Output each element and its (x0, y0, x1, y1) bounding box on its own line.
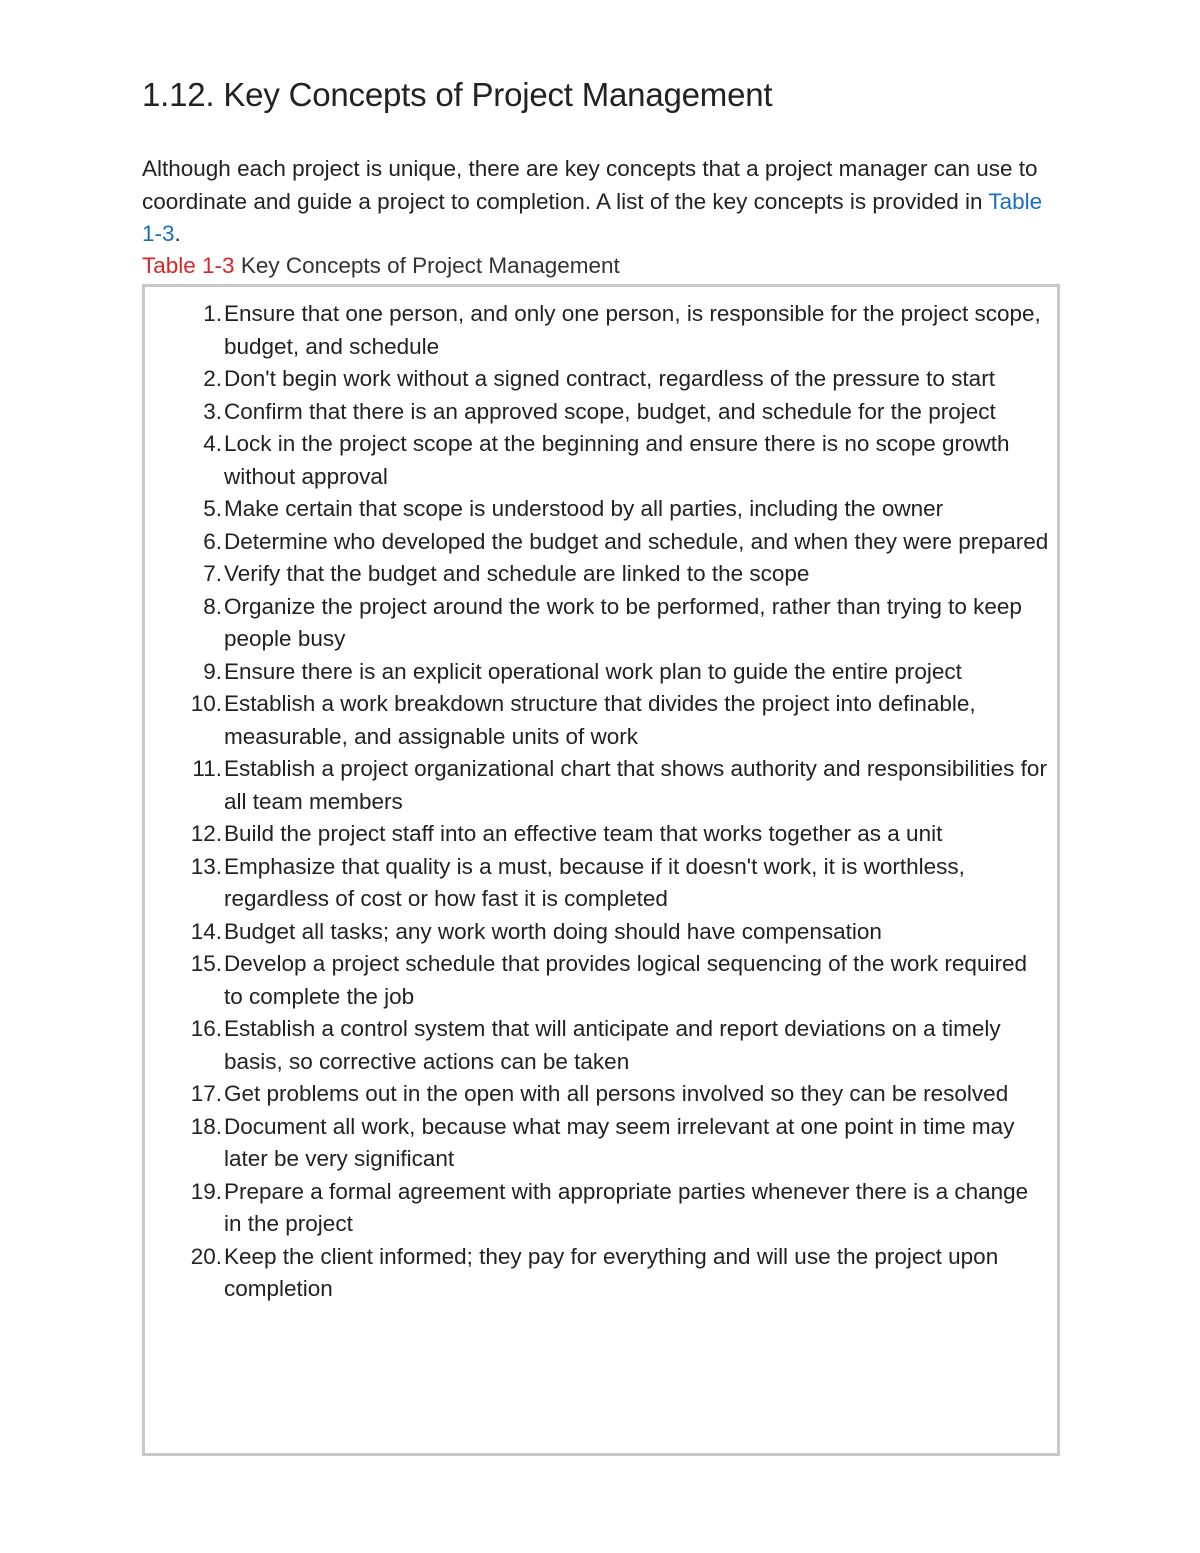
item-number: 7. (203, 561, 222, 586)
item-text: Determine who developed the budget and schedule, and when they were prepared (224, 528, 1049, 554)
item-text: Make certain that scope is understood by all parties, including the owner (224, 496, 944, 521)
item-text: Confirm that there is an approved scope, budget, and schedule for the project (224, 398, 996, 424)
list-item (145, 526, 1057, 559)
table-caption-label: Table 1-3 (142, 253, 235, 278)
item-number: 19. (190, 1178, 222, 1204)
list-item (145, 428, 1057, 493)
item-text: Prepare a formal agreement with appropriate parties whenever there is a change in the project (224, 1178, 1029, 1236)
item-number: 1. (203, 301, 222, 326)
list-item (145, 1241, 1057, 1306)
list-item (145, 916, 1057, 949)
item-text: Document all work, because what may seem irrelevant at one point in time may later be very significant (224, 1113, 1015, 1171)
list-item (145, 1111, 1057, 1176)
list-item (145, 948, 1057, 1013)
item-number: 5. (203, 496, 222, 521)
list-item (145, 493, 1057, 526)
list-item (145, 753, 1057, 818)
item-text: Organize the project around the work to be performed, rather than trying to keep people busy (224, 593, 1022, 651)
intro-text: Although each project is unique, there are key concepts that a project manager can use to coordinate and guide a project to completion. A list of the key concepts is provided in (142, 156, 1038, 214)
item-text: Ensure there is an explicit operational work plan to guide the entire project (224, 658, 962, 684)
key-concepts-box (142, 284, 1060, 1456)
key-concepts-list (145, 298, 1057, 1306)
list-item (145, 818, 1057, 851)
item-number: 18. (190, 1113, 222, 1139)
item-text: Emphasize that quality is a must, because if it doesn't work, it is worthless, regardless of cost or how fast it is completed (224, 853, 965, 911)
item-text: Build the project staff into an effective team that works together as a unit (224, 821, 943, 846)
item-number: 4. (203, 431, 222, 456)
intro-paragraph (142, 153, 1062, 251)
table-reference-link[interactable]: Table 1-3 (142, 188, 1043, 246)
item-text: Ensure that one person, and only one person, is responsible for the project scope, budget, and schedule (224, 301, 1041, 359)
item-text: Don't begin work without a signed contract, regardless of the pressure to start (224, 366, 995, 391)
item-number: 10. (190, 691, 222, 716)
item-text: Establish a control system that will anticipate and report deviations on a timely basis, so corrective actions can be taken (224, 1016, 1001, 1074)
list-item (145, 688, 1057, 753)
list-item (145, 591, 1057, 656)
item-text: Develop a project schedule that provides logical sequencing of the work required to complete the job (224, 951, 1027, 1009)
list-item (145, 558, 1057, 591)
intro-period: . (174, 221, 181, 246)
item-number: 9. (203, 658, 222, 684)
item-text: Lock in the project scope at the beginning and ensure there is no scope growth without approval (224, 431, 1010, 489)
item-number: 8. (203, 593, 222, 619)
item-text: Budget all tasks; any work worth doing should have compensation (224, 918, 882, 944)
item-number: 15. (190, 951, 222, 976)
item-number: 12. (190, 821, 222, 846)
list-item (145, 1013, 1057, 1078)
item-number: 3. (203, 398, 222, 424)
item-text: Establish a project organizational chart that shows authority and responsibilities for all team members (224, 756, 1047, 814)
table-caption (142, 250, 620, 282)
list-item (145, 851, 1057, 916)
list-item (145, 1078, 1057, 1111)
item-number: 6. (203, 528, 222, 554)
list-item (145, 298, 1057, 363)
item-text: Keep the client informed; they pay for everything and will use the project upon completion (224, 1243, 999, 1301)
item-text: Establish a work breakdown structure that divides the project into definable, measurable, and assignable units of work (224, 691, 976, 749)
item-number: 17. (190, 1081, 222, 1106)
item-number: 13. (190, 853, 222, 879)
list-item (145, 656, 1057, 689)
item-number: 11. (192, 756, 222, 781)
table-caption-title: Key Concepts of Project Management (234, 253, 620, 278)
page-title: 1.12. Key Concepts of Project Management (142, 76, 773, 113)
item-number: 2. (203, 366, 222, 391)
list-item (145, 363, 1057, 396)
item-number: 14. (190, 918, 222, 944)
list-item (145, 396, 1057, 429)
item-number: 16. (190, 1016, 222, 1041)
item-number: 20. (190, 1243, 222, 1269)
list-item (145, 1176, 1057, 1241)
item-text: Get problems out in the open with all persons involved so they can be resolved (224, 1081, 1009, 1106)
item-text: Verify that the budget and schedule are linked to the scope (224, 561, 810, 586)
